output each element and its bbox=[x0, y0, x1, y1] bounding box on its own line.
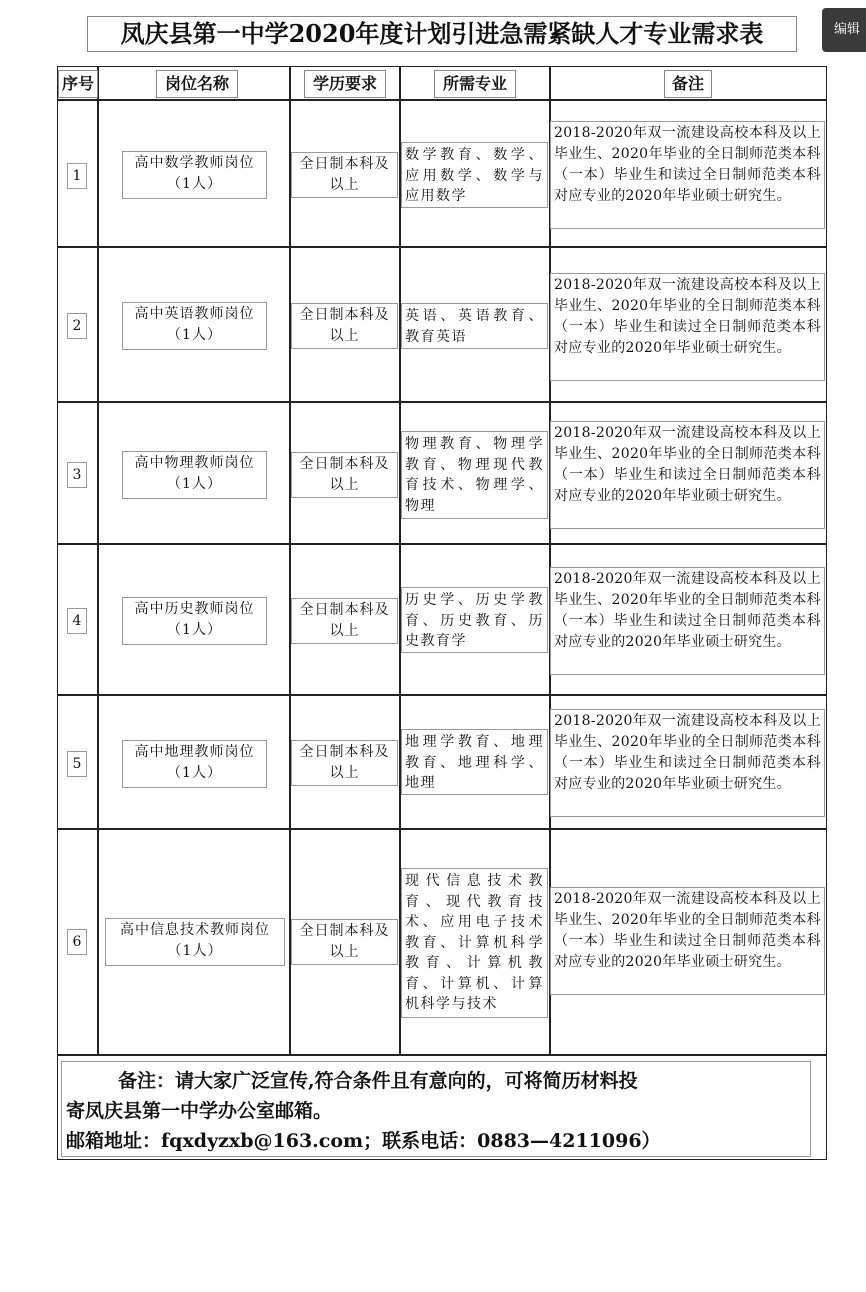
row-edu bbox=[291, 303, 398, 349]
post-count: （1人） bbox=[167, 327, 222, 343]
row-major: 历史学、历史学教育、历史教育、历史教育学 bbox=[401, 587, 548, 653]
row-major: 地理学教育、地理教育、地理科学、地理 bbox=[401, 729, 548, 795]
row-edu bbox=[291, 452, 398, 498]
row-edu bbox=[291, 598, 398, 644]
footer-line: 备注：请大家广泛宣传,符合条件且有意向的，可将简历材料投 bbox=[118, 1070, 638, 1092]
row-post bbox=[122, 451, 267, 499]
row-major: 数学教育、数学、应用数学、数学与应用数学 bbox=[401, 142, 548, 208]
row-divider bbox=[57, 401, 827, 403]
row-post bbox=[122, 302, 267, 350]
row-note: 2018-2020年双一流建设高校本科及以上毕业生、2020年毕业的全日制师范类本科（一本）毕业生和读过全日制师范类本科对应专业的2020年毕业硕士研究生。 bbox=[550, 273, 825, 381]
row-post bbox=[122, 151, 267, 199]
edu-line: 以上 bbox=[329, 477, 360, 493]
row-note: 2018-2020年双一流建设高校本科及以上毕业生、2020年毕业的全日制师范类本科（一本）毕业生和读过全日制师范类本科对应专业的2020年毕业硕士研究生。 bbox=[550, 421, 825, 529]
row-divider bbox=[57, 543, 827, 545]
edu-line: 全日制本科及 bbox=[299, 156, 390, 172]
row-seq: 1 bbox=[67, 163, 87, 189]
col-divider bbox=[289, 66, 291, 1055]
post-name: 高中物理教师岗位 bbox=[134, 455, 255, 471]
footer-line: 寄凤庆县第一中学办公室邮箱。 bbox=[66, 1100, 333, 1122]
row-note: 2018-2020年双一流建设高校本科及以上毕业生、2020年毕业的全日制师范类本科（一本）毕业生和读过全日制师范类本科对应专业的2020年毕业硕士研究生。 bbox=[550, 709, 825, 817]
col-divider bbox=[97, 66, 99, 1055]
post-count: （1人） bbox=[167, 476, 222, 492]
edu-line: 全日制本科及 bbox=[299, 602, 390, 618]
row-divider bbox=[57, 828, 827, 830]
post-name: 高中信息技术教师岗位 bbox=[120, 922, 270, 938]
footer-contact: 邮箱地址：fqxdyzxb@163.com；联系电话：0883—4211096） bbox=[66, 1130, 661, 1152]
row-divider bbox=[57, 1054, 827, 1056]
row-edu bbox=[291, 152, 398, 198]
row-post bbox=[105, 918, 285, 966]
row-divider bbox=[57, 694, 827, 696]
row-major: 现代信息技术教育、现代教育技术、应用电子技术教育、计算机科学教育、计算机教育、计算机、计算机科学与技术 bbox=[401, 868, 548, 1018]
row-note: 2018-2020年双一流建设高校本科及以上毕业生、2020年毕业的全日制师范类本科（一本）毕业生和读过全日制师范类本科对应专业的2020年毕业硕士研究生。 bbox=[550, 121, 825, 229]
edu-line: 以上 bbox=[329, 623, 360, 639]
header-post: 岗位名称 bbox=[156, 70, 238, 98]
post-count: （1人） bbox=[167, 622, 222, 638]
row-seq: 3 bbox=[67, 462, 87, 488]
row-seq: 2 bbox=[67, 313, 87, 339]
header-note: 备注 bbox=[664, 70, 712, 98]
edu-line: 全日制本科及 bbox=[299, 744, 390, 760]
row-divider bbox=[57, 99, 827, 101]
header-major: 所需专业 bbox=[434, 70, 516, 98]
row-post bbox=[122, 597, 267, 645]
row-post bbox=[122, 740, 267, 788]
post-count: （1人） bbox=[167, 765, 222, 781]
post-name: 高中数学教师岗位 bbox=[134, 155, 255, 171]
edu-line: 全日制本科及 bbox=[299, 923, 390, 939]
edu-line: 以上 bbox=[329, 328, 360, 344]
edu-line: 以上 bbox=[329, 944, 360, 960]
post-name: 高中历史教师岗位 bbox=[134, 601, 255, 617]
footer-notes bbox=[61, 1061, 811, 1157]
row-note: 2018-2020年双一流建设高校本科及以上毕业生、2020年毕业的全日制师范类本科（一本）毕业生和读过全日制师范类本科对应专业的2020年毕业硕士研究生。 bbox=[550, 887, 825, 995]
post-name: 高中英语教师岗位 bbox=[134, 306, 255, 322]
header-edu: 学历要求 bbox=[304, 70, 386, 98]
edu-line: 全日制本科及 bbox=[299, 456, 390, 472]
row-seq: 6 bbox=[67, 929, 87, 955]
post-count: （1人） bbox=[167, 943, 223, 959]
row-seq: 4 bbox=[67, 608, 87, 634]
edit-button[interactable]: 编辑 bbox=[822, 8, 866, 52]
row-note: 2018-2020年双一流建设高校本科及以上毕业生、2020年毕业的全日制师范类本科（一本）毕业生和读过全日制师范类本科对应专业的2020年毕业硕士研究生。 bbox=[550, 567, 825, 675]
row-edu bbox=[291, 740, 398, 786]
row-edu bbox=[291, 919, 398, 965]
row-seq: 5 bbox=[67, 751, 87, 777]
document-title: 凤庆县第一中学2020年度计划引进急需紧缺人才专业需求表 bbox=[87, 16, 797, 52]
edu-line: 全日制本科及 bbox=[299, 307, 390, 323]
post-name: 高中地理教师岗位 bbox=[134, 744, 255, 760]
row-divider bbox=[57, 246, 827, 248]
edu-line: 以上 bbox=[329, 765, 360, 781]
row-major: 英语、英语教育、教育英语 bbox=[401, 303, 548, 349]
post-count: （1人） bbox=[167, 176, 222, 192]
row-major: 物理教育、物理学教育、物理现代教育技术、物理学、物理 bbox=[401, 431, 548, 519]
header-seq: 序号 bbox=[58, 70, 98, 98]
edu-line: 以上 bbox=[329, 177, 360, 193]
